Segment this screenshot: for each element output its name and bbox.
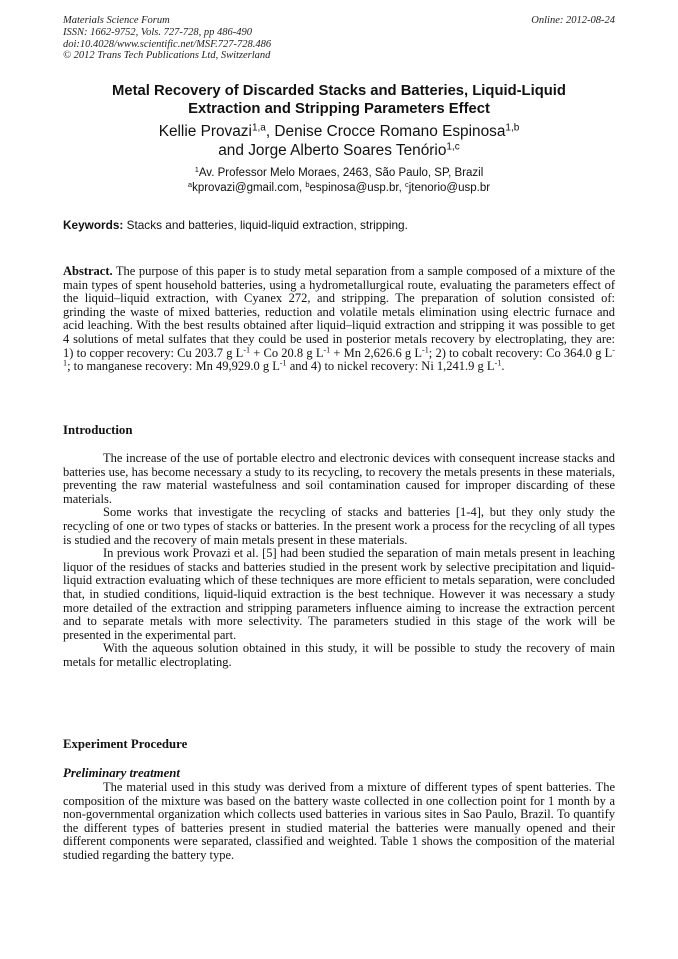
- keywords-label: Keywords:: [63, 218, 124, 232]
- introduction-heading: Introduction: [63, 423, 133, 437]
- author-espinosa-affil: 1,b: [505, 122, 520, 134]
- affiliation-emails: [63, 181, 615, 196]
- abstract-label: Abstract.: [63, 264, 113, 278]
- unit-exponent: -1: [279, 358, 287, 368]
- experiment-body: [63, 781, 615, 863]
- intro-paragraph-2: Some works that investigate the recycling of stacks and batteries [1-4], but they only study the recycling of one or two types of stacks or batteries. In the present work a process for the recycling of all types is studied and the recovery of main metals present in these materials.: [63, 505, 615, 547]
- keywords-text: Stacks and batteries, liquid-liquid extraction, stripping.: [123, 218, 408, 232]
- unit-exponent: -1: [323, 345, 331, 355]
- intro-paragraph-4: With the aqueous solution obtained in this study, it will be possible to study the recovery of main metals for metallic electroplating.: [63, 641, 615, 669]
- affiliation-address: [63, 166, 615, 181]
- journal-name: Materials Science Forum: [63, 15, 170, 26]
- email-b-mark: b: [305, 179, 310, 189]
- keywords: [63, 218, 615, 232]
- author-line-2: [63, 141, 615, 160]
- abstract-text: + Co 20.8 g L: [250, 345, 324, 360]
- journal-issn: ISSN: 1662-9752, Vols. 727-728, pp 486-490: [63, 26, 252, 38]
- unit-exponent: -1: [494, 358, 502, 368]
- abstract-text: ; to manganese recovery: Mn 49,929.0 g L: [67, 359, 280, 374]
- author-and: and: [218, 142, 249, 159]
- affiliation-block: [63, 166, 615, 196]
- title-line-1: Metal Recovery of Discarded Stacks and Batteries, Liquid-Liquid: [112, 83, 566, 99]
- preliminary-treatment-heading: Preliminary treatment: [63, 766, 180, 780]
- journal-copyright: © 2012 Trans Tech Publications Ltd, Switzerland: [63, 50, 271, 62]
- unit-exponent: -1: [63, 345, 615, 368]
- abstract-text: + Mn 2,626.6 g L: [330, 345, 423, 360]
- intro-paragraph-1: The increase of the use of portable electro and electronic devices with consequent increase stacks and batteries use, has become necessary a study to its recycling, to recovery the metals presents in these materials, preventing the raw material wastefulness and soil contamination caused for improper discarding of these materials.: [63, 451, 615, 506]
- paper-title: [63, 82, 615, 118]
- author-espinosa: Denise Crocce Romano Espinosa: [274, 123, 506, 140]
- address-text: Av. Professor Melo Moraes, 2463, São Paulo, SP, Brazil: [198, 167, 484, 179]
- abstract-text: The purpose of this paper is to study metal separation from a sample composed of a mixture of the main types of spent household batteries, using a hydrometallurgical route, evaluating the parameters effect of the liquid–liquid extraction, with Cyanex 272, and stripping. The preparation of solution consisted of: grinding the waste of mixed batteries, reduction and volatile metals elimination using electric furnace and acid leaching. With the best results obtained after liquid–liquid extraction and stripping it was possible to get 4 solutions of metal sulfates that they could be used in posterior metals recovery by electroplating, they are: 1) to copper recovery: Cu 203.7 g L: [63, 264, 615, 360]
- affil-number: 1: [194, 164, 199, 174]
- abstract-text: and 4) to nickel recovery: Ni 1,241.9 g L: [286, 359, 495, 374]
- title-line-2: Extraction and Stripping Parameters Effect: [188, 101, 490, 117]
- experiment-paragraph-1: The material used in this study was derived from a mixture of different types of spent batteries. The composition of the mixture was based on the battery waste collected in one collection point for 1 month by a non-governmental organization which collects used batteries in various sites in Sao Paulo, Brazil. To quantify the different types of batteries present in studied material the batteries were manually opened and their different components were separated, classified and weighted. Table 1 shows the composition of the material studied regarding the battery type.: [63, 780, 615, 862]
- email-a: kprovazi@gmail.com,: [192, 182, 306, 194]
- intro-paragraph-3: In previous work Provazi et al. [5] had been studied the separation of main metals present in leaching liquor of the residues of stacks and batteries studied in the present work by selective precipitation and liquid-liquid extraction evaluating which of these techniques are more efficient to metals separation, were concluded that, in studied conditions, liquid-liquid extraction is the best technique. However it was necessary a study more detailed of the extraction and stripping parameters influence aiming to increase the extraction percent and to separate metals with more selectivity. The parameters studied in this stage of the work will be presented in the experimental part.: [63, 546, 615, 642]
- email-c-mark: c: [404, 179, 409, 189]
- abstract-text: .: [501, 359, 505, 374]
- introduction-body: [63, 452, 615, 670]
- author-tenorio: Jorge Alberto Soares Tenório: [248, 142, 447, 159]
- abstract: [63, 265, 615, 374]
- journal-doi: doi:10.4028/www.scientific.net/MSF.727-728.486: [63, 38, 272, 50]
- author-separator: ,: [265, 123, 275, 140]
- email-b: espinosa@usp.br,: [309, 182, 405, 194]
- experiment-heading: Experiment Procedure: [63, 737, 188, 751]
- author-provazi-affil: 1,a: [251, 122, 266, 134]
- author-provazi: Kellie Provazi: [158, 123, 252, 140]
- email-a-mark: a: [187, 179, 193, 189]
- abstract-text: ; 2) to cobalt recovery: Co 364.0 g L: [428, 345, 613, 360]
- author-list: [63, 122, 615, 160]
- email-c: jtenorio@usp.br: [408, 182, 491, 194]
- unit-exponent: -1: [422, 345, 429, 355]
- journal-header: [63, 15, 615, 62]
- unit-exponent: -1: [243, 345, 251, 355]
- author-tenorio-affil: 1,c: [446, 141, 460, 153]
- online-date: Online: 2012-08-24: [531, 15, 615, 26]
- author-line-1: [63, 122, 615, 141]
